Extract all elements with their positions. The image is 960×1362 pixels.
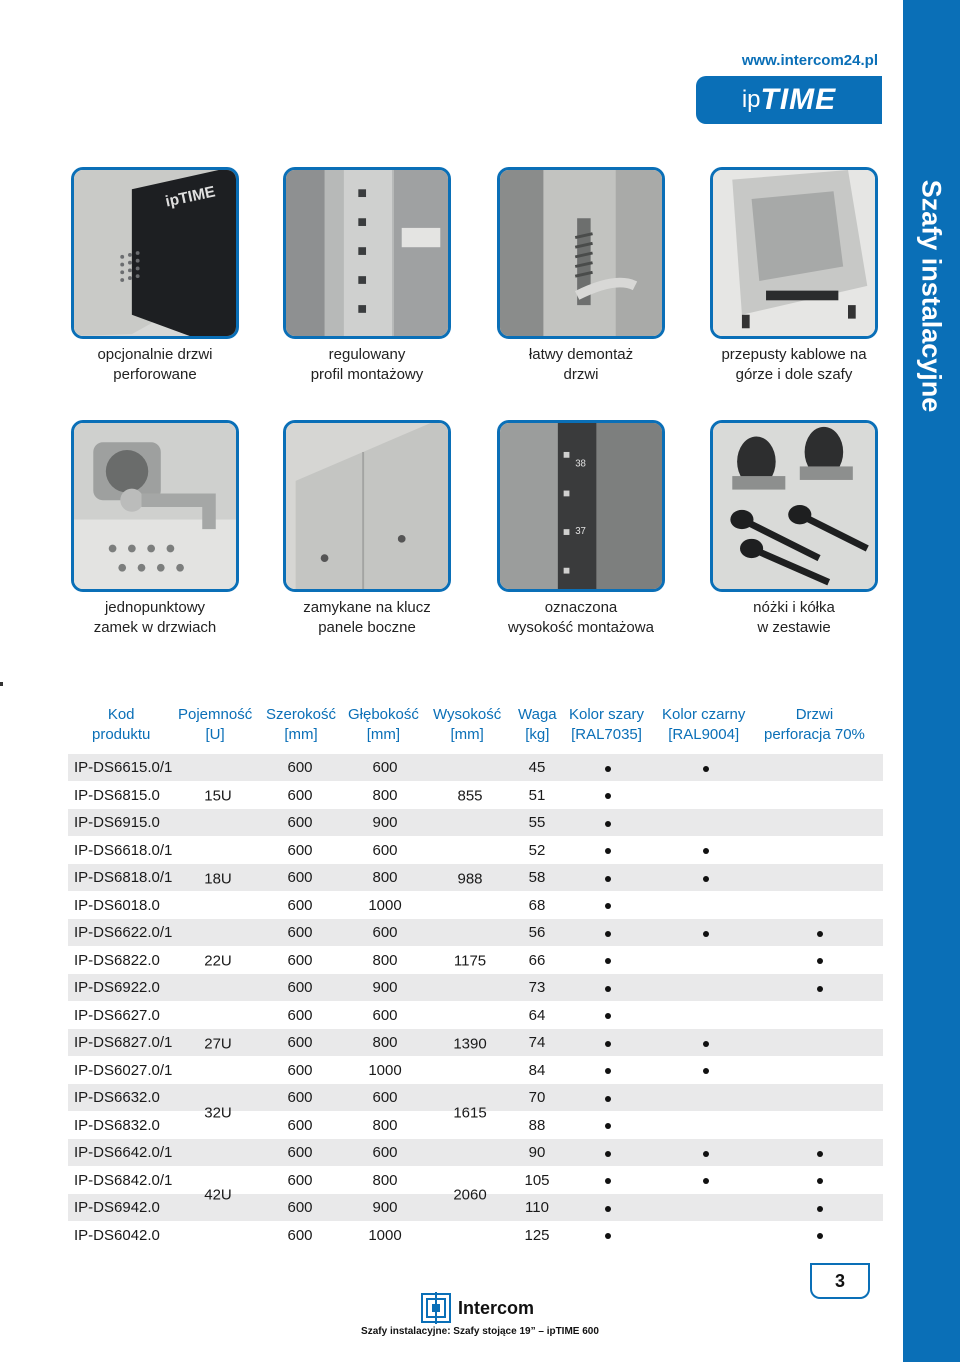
cell-code: IP-DS6815.0: [74, 786, 160, 804]
cell-weight: 110: [525, 1199, 549, 1216]
caption-line: górze i dole szafy: [735, 366, 853, 383]
cell-height: 988: [457, 870, 483, 888]
cell-code: IP-DS6822.0: [74, 951, 160, 969]
header-line: Pojemność: [178, 706, 253, 723]
cell-code: IP-DS6042.0: [74, 1226, 160, 1244]
cell-code: IP-DS6922.0: [74, 979, 160, 996]
caption-line: wysokość montażowa: [508, 619, 654, 636]
feature-caption-2: [267, 345, 467, 385]
perforated-door-photo: [71, 167, 239, 339]
table-row: [68, 1057, 883, 1084]
cell-depth: 800: [372, 1171, 398, 1189]
grey-color-dot: [605, 876, 611, 882]
cell-width: 600: [287, 759, 313, 776]
perforated-door-dot: [817, 986, 823, 992]
cell-capacity: 22U: [204, 952, 232, 970]
header-line: Kolor czarny: [662, 706, 746, 723]
cell-height: 2060: [453, 1186, 487, 1204]
cell-capacity: 42U: [204, 1186, 232, 1204]
cell-capacity: 27U: [204, 1035, 232, 1053]
cell-height: 855: [457, 787, 483, 805]
brand-name: Intercom: [458, 1297, 535, 1318]
cell-weight: 88: [528, 1116, 546, 1134]
cell-weight: 64: [528, 1006, 546, 1024]
cell-width: 600: [287, 1199, 313, 1216]
grey-color-dot: [605, 1013, 611, 1019]
cell-depth: 900: [372, 814, 398, 831]
cell-depth: 1000: [368, 896, 402, 914]
black-color-dot: [703, 848, 709, 854]
cell-weight: 66: [528, 951, 546, 969]
cell-weight: 45: [528, 759, 546, 776]
header-height: [433, 705, 501, 745]
crop-mark: [0, 682, 3, 686]
cell-code: IP-DS6618.0/1: [74, 841, 173, 859]
cell-width: 600: [287, 924, 313, 941]
perforated-door-dot: [817, 1233, 823, 1239]
grey-color-dot: [605, 848, 611, 854]
header-perforation: [764, 705, 865, 745]
header-line: perforacja 70%: [764, 726, 865, 743]
caption-line: przepusty kablowe na: [721, 346, 867, 363]
caption-line: opcjonalnie drzwi: [97, 346, 213, 363]
cell-width: 600: [287, 841, 313, 859]
cell-weight: 55: [528, 814, 546, 831]
caption-line: zamykane na klucz: [303, 599, 431, 616]
black-color-dot: [703, 876, 709, 882]
cell-code: IP-DS6818.0/1: [74, 869, 173, 886]
cell-width: 600: [287, 896, 313, 914]
header-line: Wysokość: [433, 706, 502, 723]
cell-code: IP-DS6827.0/1: [74, 1034, 173, 1051]
black-color-dot: [703, 1178, 709, 1184]
header-black: [662, 705, 745, 745]
cell-weight: 84: [528, 1061, 546, 1079]
cell-code: IP-DS6622.0/1: [74, 924, 173, 941]
door-lock-photo: [71, 420, 239, 592]
cable-entry-photo: [710, 167, 878, 339]
cell-depth: 600: [372, 1089, 398, 1106]
cell-depth: 600: [372, 1006, 398, 1024]
header-line: [mm]: [366, 726, 401, 743]
header-line: Waga: [518, 706, 557, 723]
cell-code: IP-DS6842.0/1: [74, 1171, 173, 1189]
caption-line: jednopunktowy: [104, 599, 206, 616]
header-line: Kolor szary: [569, 706, 645, 723]
cell-weight: 125: [524, 1226, 550, 1244]
header-code: [92, 705, 150, 745]
cell-width: 600: [287, 1061, 313, 1079]
perforated-door-dot: [817, 1151, 823, 1157]
cell-depth: 600: [372, 841, 398, 859]
svg-text:ipTIME: ipTIME: [163, 183, 217, 211]
cell-weight: 90: [528, 1144, 546, 1161]
grey-color-dot: [605, 793, 611, 799]
header-line: [RAL9004]: [668, 726, 740, 743]
header-capacity: [178, 705, 252, 745]
feature-caption-5: [55, 598, 255, 638]
header-line: Głębokość: [348, 706, 419, 723]
caption-line: profil montażowy: [310, 366, 424, 383]
header-width: [266, 705, 336, 745]
intercom-logo-icon: [420, 1292, 452, 1324]
cell-depth: 1000: [368, 1226, 402, 1244]
grey-color-dot: [605, 1178, 611, 1184]
black-color-dot: [703, 931, 709, 937]
section-title-vertical: Szafy instalacyjne: [916, 179, 947, 413]
perforated-door-dot: [817, 931, 823, 937]
cell-height: 1390: [453, 1035, 487, 1053]
cell-weight: 73: [528, 979, 546, 996]
door-hinge-photo: [497, 167, 665, 339]
cell-depth: 600: [372, 759, 398, 776]
cell-width: 600: [287, 786, 313, 804]
side-panel-photo: [283, 420, 451, 592]
cell-width: 600: [287, 1034, 313, 1051]
cell-code: IP-DS6615.0/1: [74, 759, 173, 776]
cell-depth: 900: [372, 979, 398, 996]
cell-weight: 105: [524, 1171, 550, 1189]
cell-width: 600: [287, 951, 313, 969]
cell-code: IP-DS6915.0: [74, 814, 160, 831]
cell-weight: 58: [528, 869, 546, 886]
cell-code: IP-DS6018.0: [74, 896, 160, 914]
black-color-dot: [703, 1041, 709, 1047]
black-color-dot: [703, 1068, 709, 1074]
caption-line: łatwy demontaż: [528, 346, 634, 363]
cell-depth: 800: [372, 1116, 398, 1134]
caption-line: regulowany: [328, 346, 406, 363]
caption-line: zamek w drzwiach: [93, 619, 217, 636]
header-line: [mm]: [450, 726, 484, 743]
cell-depth: 800: [372, 951, 398, 969]
caption-line: drzwi: [563, 366, 599, 383]
feature-caption-6: [267, 598, 467, 638]
caption-line: nóżki i kółka: [753, 599, 835, 616]
svg-text:37: 37: [575, 525, 586, 537]
cell-depth: 600: [372, 1144, 398, 1161]
header-line: [U]: [205, 726, 225, 743]
caption-line: perforowane: [113, 366, 197, 383]
grey-color-dot: [605, 903, 611, 909]
cell-width: 600: [287, 869, 313, 886]
grey-color-dot: [605, 1068, 611, 1074]
grey-color-dot: [605, 986, 611, 992]
cell-code: IP-DS6632.0: [74, 1089, 160, 1106]
cell-height: 1175: [453, 952, 487, 970]
cell-weight: 68: [528, 896, 546, 914]
cell-code: IP-DS6642.0/1: [74, 1144, 173, 1161]
logo-time: TIME: [760, 83, 837, 116]
header-line: Szerokość: [266, 706, 337, 723]
cell-width: 600: [287, 1089, 313, 1106]
cell-width: 600: [287, 814, 313, 831]
height-marking-photo: [497, 420, 665, 592]
website-url[interactable]: www.intercom24.pl: [741, 52, 878, 69]
grey-color-dot: [605, 1151, 611, 1157]
cell-width: 600: [287, 1171, 313, 1189]
cell-depth: 800: [372, 786, 398, 804]
feature-caption-4: [694, 345, 894, 385]
cell-capacity: 18U: [204, 870, 232, 888]
feature-caption-8: [694, 598, 894, 638]
logo-ip: ip: [741, 86, 761, 113]
mounting-profile-photo: [283, 167, 451, 339]
cell-weight: 52: [528, 841, 546, 859]
caption-line: w zestawie: [757, 619, 831, 636]
cell-weight: 51: [528, 786, 546, 804]
cell-depth: 800: [372, 869, 398, 886]
cell-weight: 56: [528, 924, 546, 941]
table-row: [68, 974, 883, 1001]
grey-color-dot: [605, 766, 611, 772]
feet-wheels-photo: [710, 420, 878, 592]
table-row: [68, 754, 883, 781]
grey-color-dot: [605, 1041, 611, 1047]
iptime-logo: [696, 76, 882, 124]
cell-depth: 1000: [368, 1061, 402, 1079]
grey-color-dot: [605, 1206, 611, 1212]
header-grey: [569, 705, 644, 745]
cell-width: 600: [287, 1144, 313, 1161]
header-line: produktu: [92, 726, 151, 743]
cell-width: 600: [287, 1006, 313, 1024]
cell-width: 600: [287, 979, 313, 996]
table-row: [68, 1222, 883, 1249]
cell-height: 1615: [453, 1104, 487, 1121]
table-row: [68, 809, 883, 836]
table-row: [68, 837, 883, 864]
caption-line: oznaczona: [544, 599, 618, 616]
header-line: [mm]: [284, 726, 318, 743]
grey-color-dot: [605, 1233, 611, 1239]
cell-depth: 900: [372, 1199, 398, 1216]
page-number: 3: [810, 1263, 870, 1299]
header-line: Drzwi: [795, 706, 834, 723]
cell-code: IP-DS6627.0: [74, 1006, 160, 1024]
cell-depth: 800: [372, 1034, 398, 1051]
feature-caption-3: [481, 345, 681, 385]
grey-color-dot: [605, 821, 611, 827]
black-color-dot: [703, 1151, 709, 1157]
feature-caption-1: [55, 345, 255, 385]
header-weight: [518, 705, 557, 745]
header-line: Kod: [107, 706, 135, 723]
cell-width: 600: [287, 1226, 313, 1244]
caption-line: panele boczne: [318, 619, 416, 636]
grey-color-dot: [605, 958, 611, 964]
header-depth: [348, 705, 419, 745]
grey-color-dot: [605, 1123, 611, 1129]
header-line: [kg]: [525, 726, 550, 743]
svg-text:38: 38: [575, 458, 586, 470]
black-color-dot: [703, 766, 709, 772]
table-row: [68, 919, 883, 946]
cell-weight: 74: [528, 1034, 546, 1051]
cell-capacity: 15U: [204, 787, 232, 805]
table-row: [68, 1139, 883, 1166]
feature-caption-7: [481, 598, 681, 638]
cell-code: IP-DS6832.0: [74, 1116, 160, 1134]
cell-depth: 600: [372, 924, 398, 941]
table-row: [68, 1002, 883, 1029]
cell-code: IP-DS6942.0: [74, 1199, 160, 1216]
header-line: [RAL7035]: [571, 726, 642, 743]
table-row: [68, 892, 883, 919]
cell-capacity: 32U: [204, 1104, 232, 1121]
perforated-door-dot: [817, 1206, 823, 1212]
grey-color-dot: [605, 1096, 611, 1102]
cell-code: IP-DS6027.0/1: [74, 1061, 173, 1079]
intercom-brand: [420, 1292, 534, 1324]
grey-color-dot: [605, 931, 611, 937]
cell-width: 600: [287, 1116, 313, 1134]
perforated-door-dot: [817, 1178, 823, 1184]
perforated-door-dot: [817, 958, 823, 964]
cell-weight: 70: [528, 1089, 546, 1106]
footer-text: Szafy instalacyjne: Szafy stojące 19” – ipTIME 600: [361, 1326, 599, 1337]
